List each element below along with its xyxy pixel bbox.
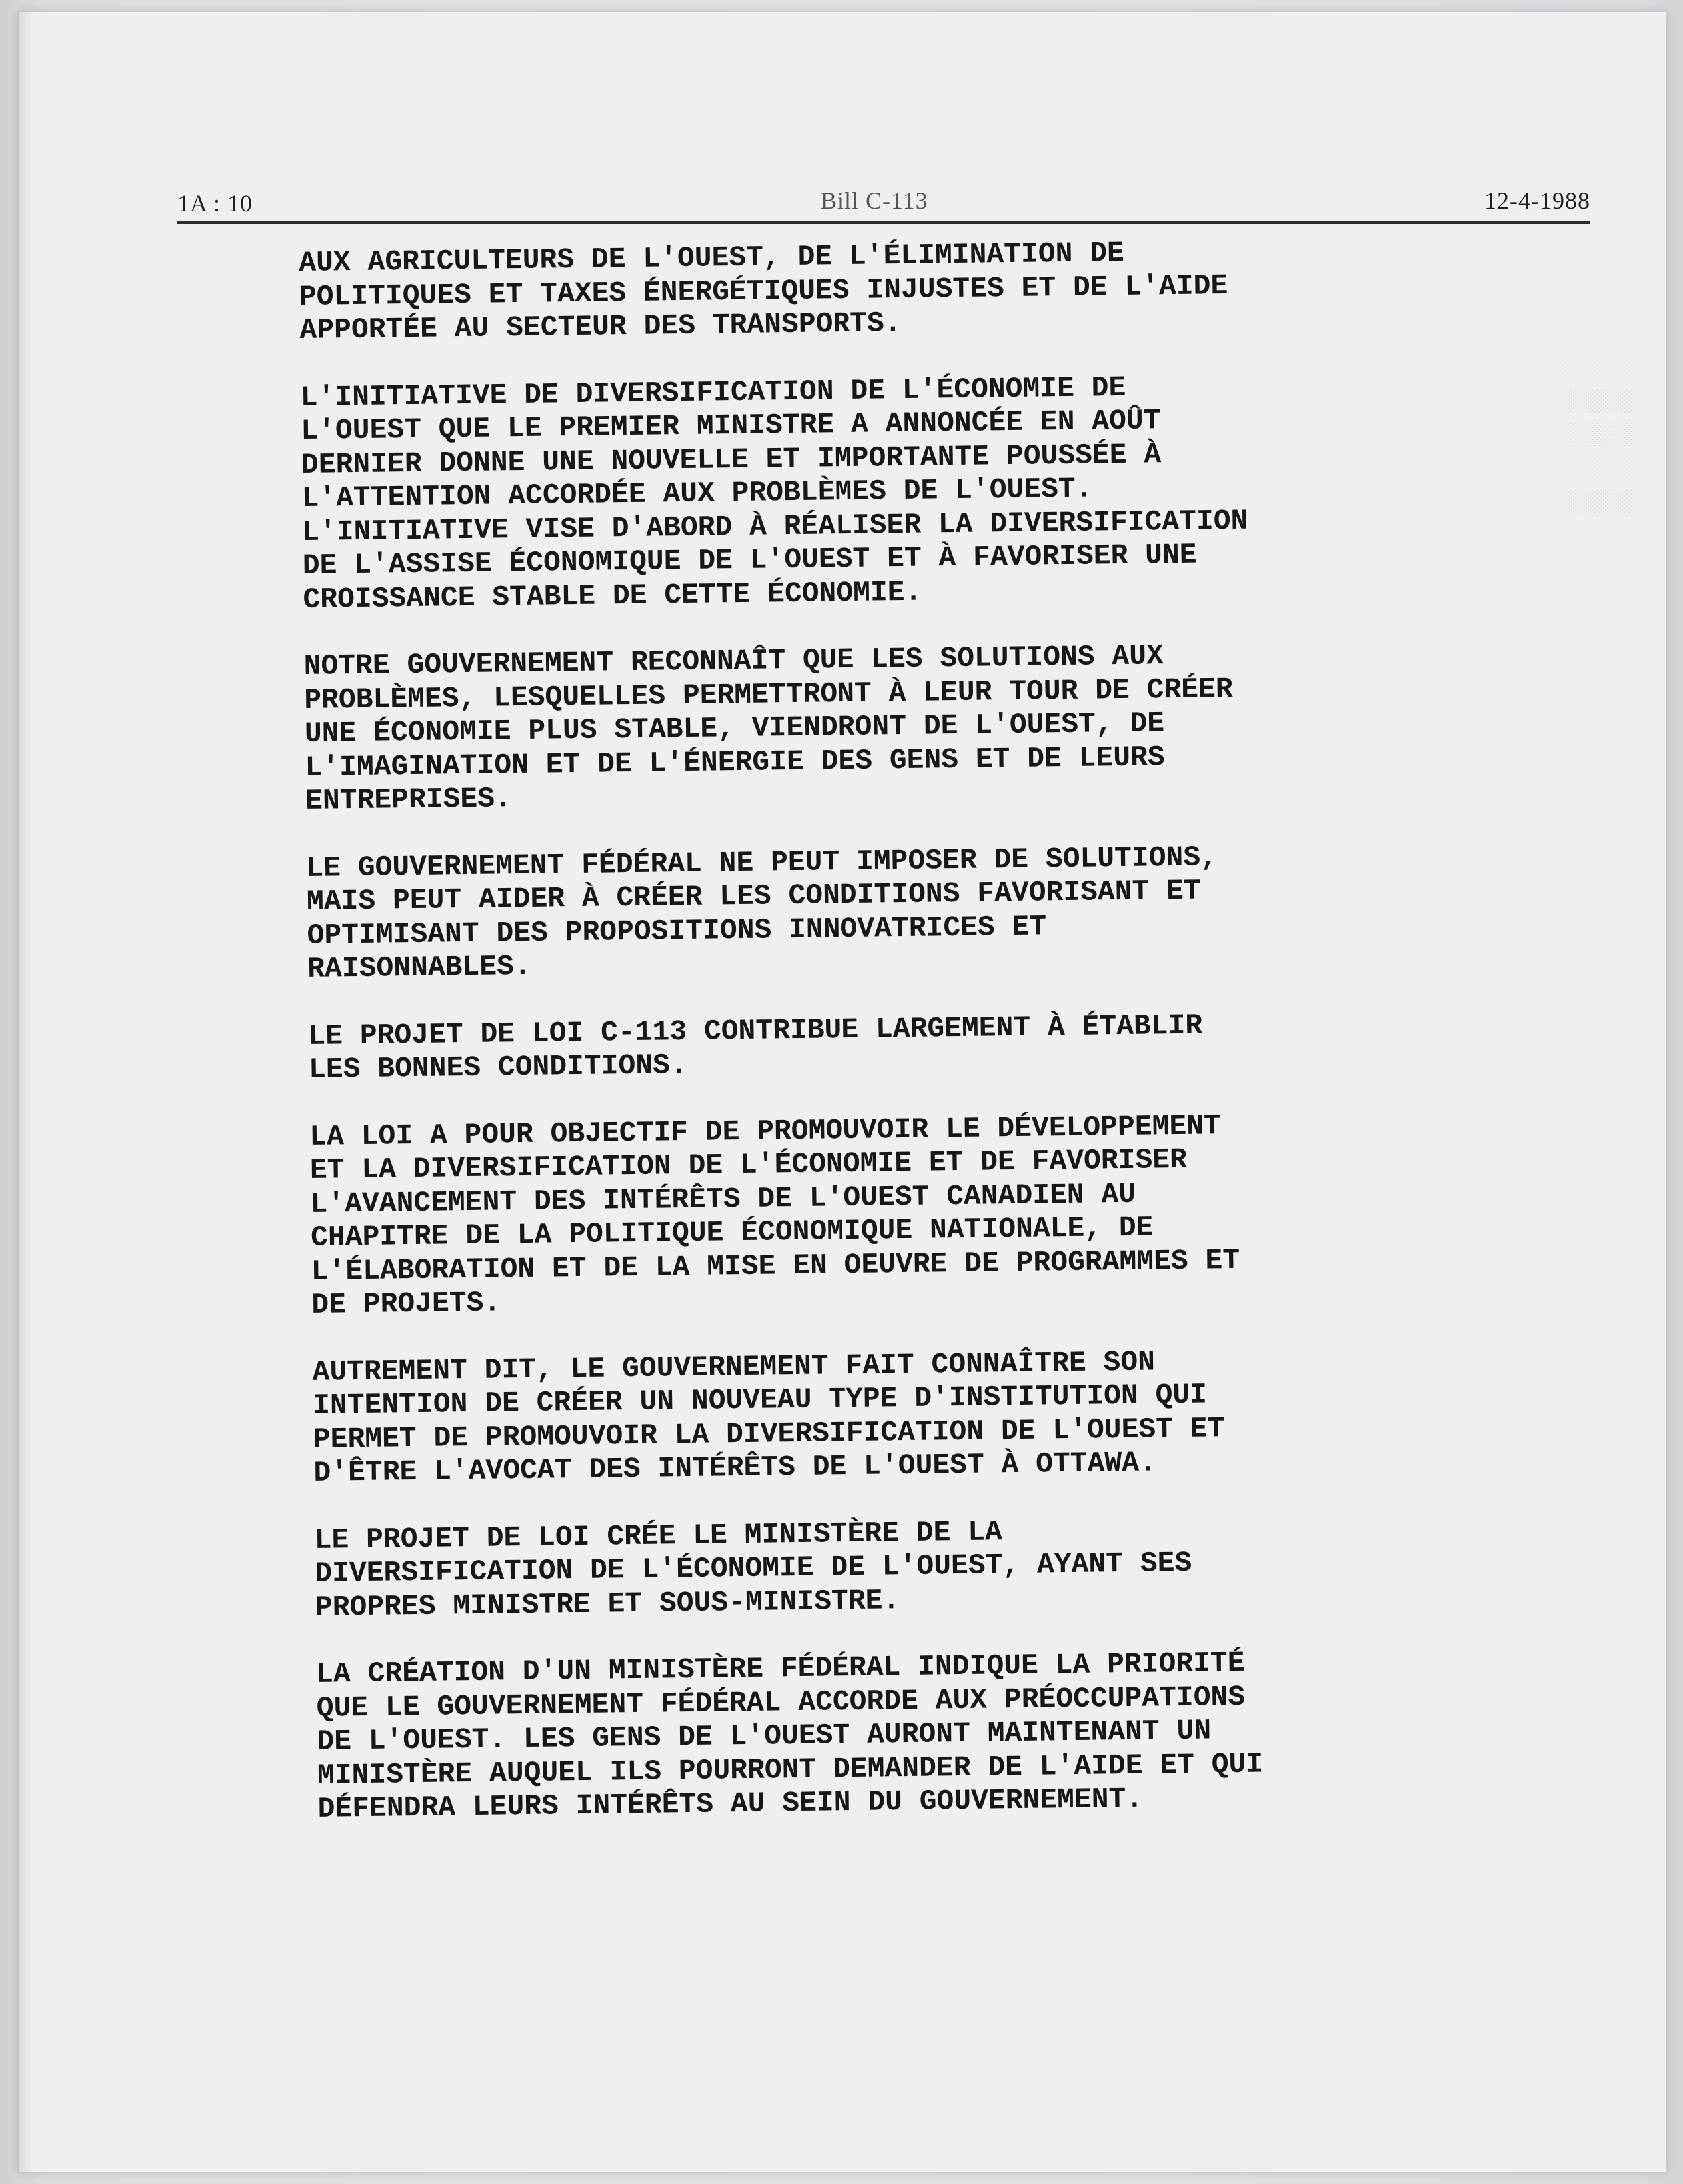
bill-title: Bill C-113 <box>821 187 928 214</box>
paragraph-6: LA LOI A POUR OBJECTIF DE PROMOUVOIR LE DÉVELOPPEMENT ET LA DIVERSIFICATION DE L'ÉCONOMIE ET DE FAVORISER L'AVANCEMENT DES INTÉRÊTS DE L'OUEST CANADIEN AU CHAPITRE DE LA POLITIQUE ÉCONOMIQUE NATIONALE, DE L'ÉLABORATION ET DE LA MISE EN OEUVRE DE PROGRAMMES ET DE PROJETS. <box>309 1109 1240 1321</box>
document-date: 12-4-1988 <box>1484 187 1590 214</box>
paragraph-9: LA CRÉATION D'UN MINISTÈRE FÉDÉRAL INDIQUE LA PRIORITÉ QUE LE GOUVERNEMENT FÉDÉRAL ACCORDE AUX PRÉOCCUPATIONS DE L'OUEST. LES GENS DE L'OUEST AURONT MAINTENANT UN MINISTÈRE AUQUEL ILS POURRONT DEMANDER DE L'AIDE ET QUI DÉFENDRA LEURS INTÉRÊTS AU SEIN DU GOUVERNEMENT. <box>315 1646 1264 1825</box>
document-body <box>299 233 1464 1859</box>
page-reference: 1A : 10 <box>177 190 253 217</box>
document-page <box>19 12 1666 2172</box>
paragraph-7: AUTREMENT DIT, LE GOUVERNEMENT FAIT CONNAÎTRE SON INTENTION DE CRÉER UN NOUVEAU TYPE D'INSTITUTION QUI PERMET DE PROMOUVOIR LA DIVERSIFICATION DE L'OUEST ET D'ÊTRE L'AVOCAT DES INTÉRÊTS DE L'OUEST À OTTAWA. <box>312 1345 1225 1489</box>
paragraph-3: NOTRE GOUVERNEMENT RECONNAÎT QUE LES SOLUTIONS AUX PROBLÈMES, LESQUELLES PERMETTRONT À LEUR TOUR DE CRÉER UNE ÉCONOMIE PLUS STABLE, VIENDRONT DE L'OUEST, DE L'IMAGINATION ET DE L'ÉNERGIE DES GENS ET DE LEURS ENTREPRISES. <box>303 639 1233 817</box>
page-header <box>177 169 1590 224</box>
page-edge <box>19 12 31 2172</box>
paragraph-2: L'INITIATIVE DE DIVERSIFICATION DE L'ÉCONOMIE DE L'OUEST QUE LE PREMIER MINISTRE A ANNONCÉE EN AOÛT DERNIER DONNE UNE NOUVELLE ET IMPORTANTE POUSSÉE À L'ATTENTION ACCORDÉE AUX PROBLÈMES DE L'OUEST. L'INITIATIVE VISE D'ABORD À RÉALISER LA DIVERSIFICATION DE L'ASSISE ÉCONOMIQUE DE L'OUEST ET À FAVORISER UNE CROISSANCE STABLE DE CETTE ÉCONOMIE. <box>300 371 1248 616</box>
paragraph-5: LE PROJET DE LOI C-113 CONTRIBUE LARGEMENT À ÉTABLIR LES BONNES CONDITIONS. <box>308 1009 1203 1086</box>
paragraph-8: LE PROJET DE LOI CRÉE LE MINISTÈRE DE LA DIVERSIFICATION DE L'ÉCONOMIE DE L'OUEST, AYANT SES PROPRES MINISTRE ET SOUS-MINISTRE. <box>314 1515 1192 1624</box>
paragraph-1: AUX AGRICULTEURS DE L'OUEST, DE L'ÉLIMINATION DE POLITIQUES ET TAXES ÉNERGÉTIQUES INJUSTES ET DE L'AIDE APPORTÉE AU SECTEUR DES TRANSPORTS. <box>299 236 1228 347</box>
bleed-through-text: ░░░░░░ ░░░░░ ░░░░░ ░░░░ ░░░░░ <box>1554 356 1632 514</box>
paragraph-4: LE GOUVERNEMENT FÉDÉRAL NE PEUT IMPOSER DE SOLUTIONS, MAIS PEUT AIDER À CRÉER LES CONDITIONS FAVORISANT ET OPTIMISANT DES PROPOSITIONS INNOVATRICES ET RAISONNABLES. <box>306 840 1218 985</box>
